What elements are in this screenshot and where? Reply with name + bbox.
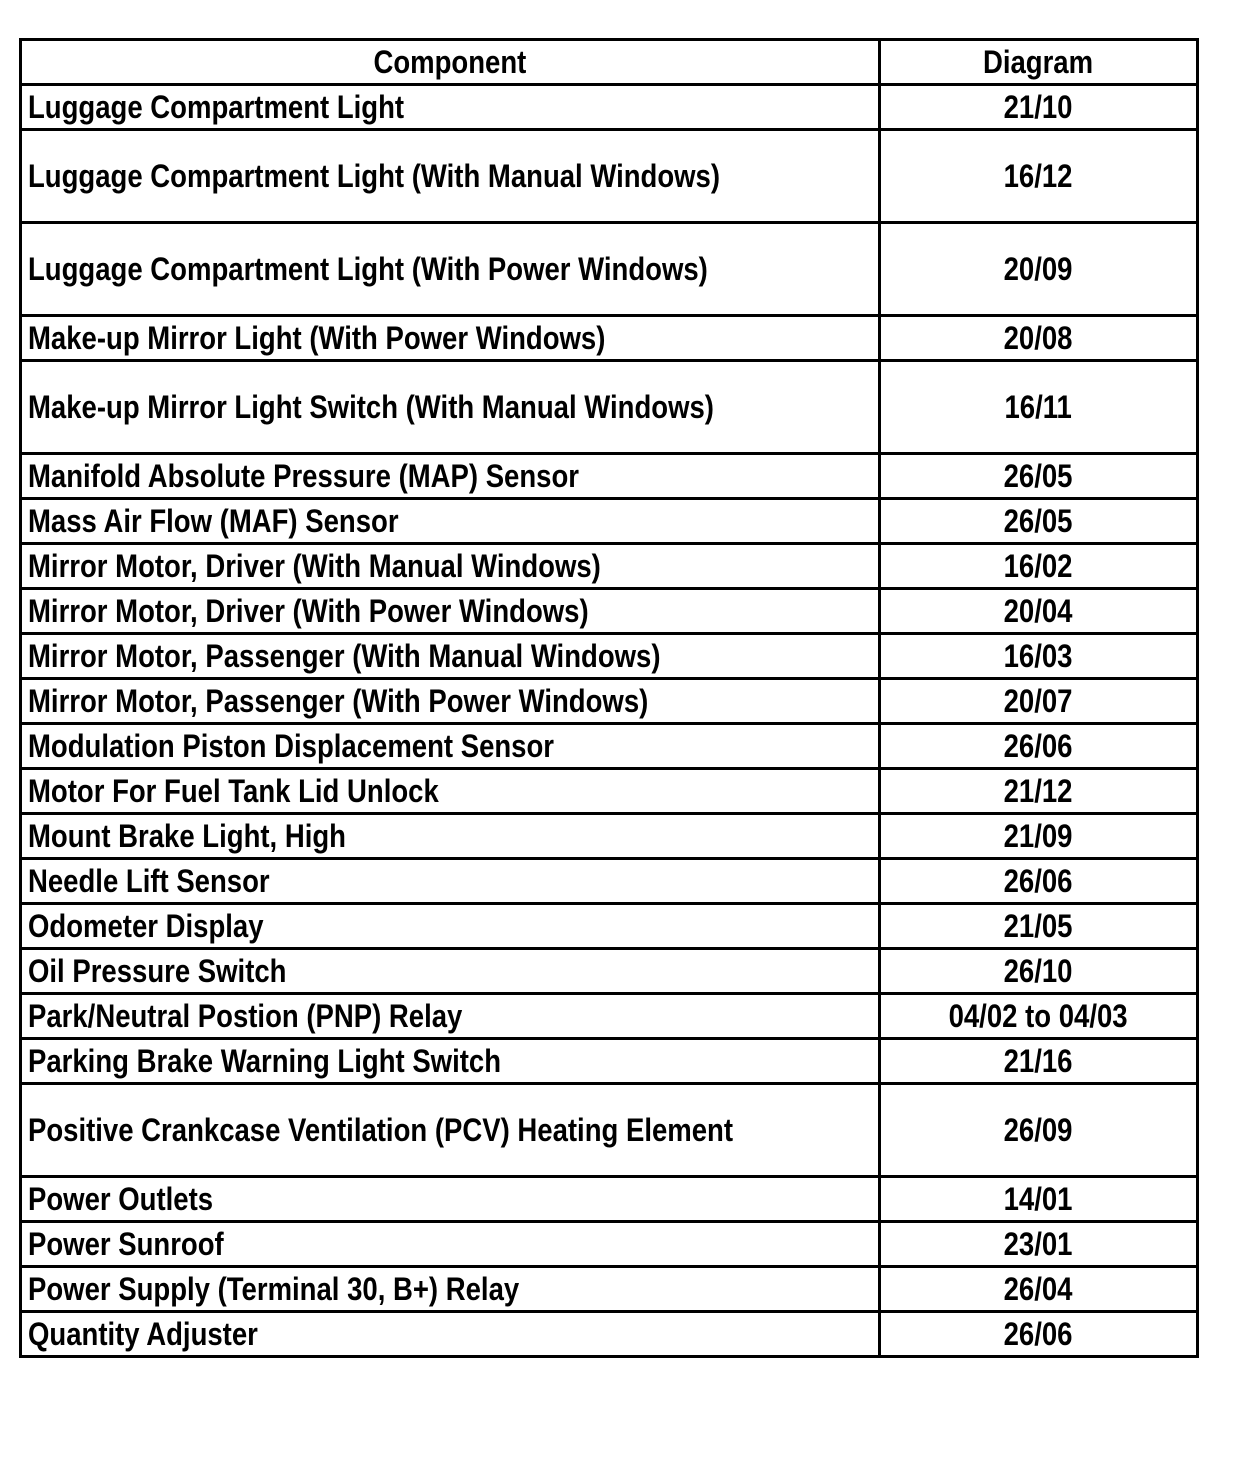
table-row xyxy=(21,769,1198,814)
table-row xyxy=(21,499,1198,544)
table-row xyxy=(21,994,1198,1039)
diagram-cell: 16/02 xyxy=(880,544,1198,589)
component-cell: Manifold Absolute Pressure (MAP) Sensor xyxy=(21,454,880,499)
component-cell: Odometer Display xyxy=(21,904,880,949)
diagram-cell: 20/09 xyxy=(880,223,1198,316)
table-row xyxy=(21,859,1198,904)
table-row xyxy=(21,949,1198,994)
table-row xyxy=(21,454,1198,499)
diagram-cell: 16/12 xyxy=(880,130,1198,223)
diagram-cell: 26/05 xyxy=(880,499,1198,544)
component-cell: Park/Neutral Postion (PNP) Relay xyxy=(21,994,880,1039)
table-row xyxy=(21,724,1198,769)
component-cell: Mirror Motor, Passenger (With Manual Windows) xyxy=(21,634,880,679)
component-cell: Luggage Compartment Light xyxy=(21,85,880,130)
diagram-cell: 20/04 xyxy=(880,589,1198,634)
diagram-cell: 21/16 xyxy=(880,1039,1198,1084)
table-row xyxy=(21,679,1198,724)
table-row xyxy=(21,1084,1198,1177)
header-row xyxy=(21,40,1198,85)
diagram-cell: 26/05 xyxy=(880,454,1198,499)
component-column-header: Component xyxy=(21,40,880,85)
component-cell: Needle Lift Sensor xyxy=(21,859,880,904)
diagram-cell: 21/12 xyxy=(880,769,1198,814)
table-row xyxy=(21,130,1198,223)
component-cell: Power Outlets xyxy=(21,1177,880,1222)
table-row xyxy=(21,1312,1198,1357)
diagram-cell: 26/10 xyxy=(880,949,1198,994)
diagram-cell: 26/06 xyxy=(880,1312,1198,1357)
diagram-cell: 26/06 xyxy=(880,859,1198,904)
diagram-cell: 20/08 xyxy=(880,316,1198,361)
component-diagram-table xyxy=(19,38,1199,1358)
table-row xyxy=(21,1039,1198,1084)
table-row xyxy=(21,223,1198,316)
diagram-cell: 26/04 xyxy=(880,1267,1198,1312)
table-row xyxy=(21,316,1198,361)
component-cell: Make-up Mirror Light Switch (With Manual Windows) xyxy=(21,361,880,454)
component-cell: Mass Air Flow (MAF) Sensor xyxy=(21,499,880,544)
table-body xyxy=(21,85,1198,1357)
diagram-cell: 14/01 xyxy=(880,1177,1198,1222)
diagram-column-header: Diagram xyxy=(880,40,1198,85)
diagram-cell: 16/03 xyxy=(880,634,1198,679)
component-cell: Oil Pressure Switch xyxy=(21,949,880,994)
component-cell: Mirror Motor, Driver (With Power Windows) xyxy=(21,589,880,634)
component-cell: Quantity Adjuster xyxy=(21,1312,880,1357)
component-cell: Mirror Motor, Passenger (With Power Windows) xyxy=(21,679,880,724)
table-row xyxy=(21,634,1198,679)
component-cell: Luggage Compartment Light (With Manual Windows) xyxy=(21,130,880,223)
component-cell: Modulation Piston Displacement Sensor xyxy=(21,724,880,769)
component-cell: Make-up Mirror Light (With Power Windows) xyxy=(21,316,880,361)
diagram-cell: 23/01 xyxy=(880,1222,1198,1267)
table-row xyxy=(21,361,1198,454)
table-row xyxy=(21,85,1198,130)
table-row xyxy=(21,904,1198,949)
table-row xyxy=(21,1267,1198,1312)
component-cell: Mirror Motor, Driver (With Manual Windows) xyxy=(21,544,880,589)
table-row xyxy=(21,814,1198,859)
diagram-cell: 21/10 xyxy=(880,85,1198,130)
diagram-cell: 21/09 xyxy=(880,814,1198,859)
component-cell: Parking Brake Warning Light Switch xyxy=(21,1039,880,1084)
table-row xyxy=(21,1222,1198,1267)
diagram-cell: 26/06 xyxy=(880,724,1198,769)
table-row xyxy=(21,1177,1198,1222)
table-row xyxy=(21,589,1198,634)
diagram-cell: 21/05 xyxy=(880,904,1198,949)
diagram-cell: 20/07 xyxy=(880,679,1198,724)
component-cell: Positive Crankcase Ventilation (PCV) Heating Element xyxy=(21,1084,880,1177)
component-cell: Power Supply (Terminal 30, B+) Relay xyxy=(21,1267,880,1312)
diagram-cell: 16/11 xyxy=(880,361,1198,454)
diagram-cell: 26/09 xyxy=(880,1084,1198,1177)
component-cell: Luggage Compartment Light (With Power Windows) xyxy=(21,223,880,316)
component-cell: Power Sunroof xyxy=(21,1222,880,1267)
component-cell: Motor For Fuel Tank Lid Unlock xyxy=(21,769,880,814)
component-cell: Mount Brake Light, High xyxy=(21,814,880,859)
table-row xyxy=(21,544,1198,589)
diagram-cell: 04/02 to 04/03 xyxy=(880,994,1198,1039)
